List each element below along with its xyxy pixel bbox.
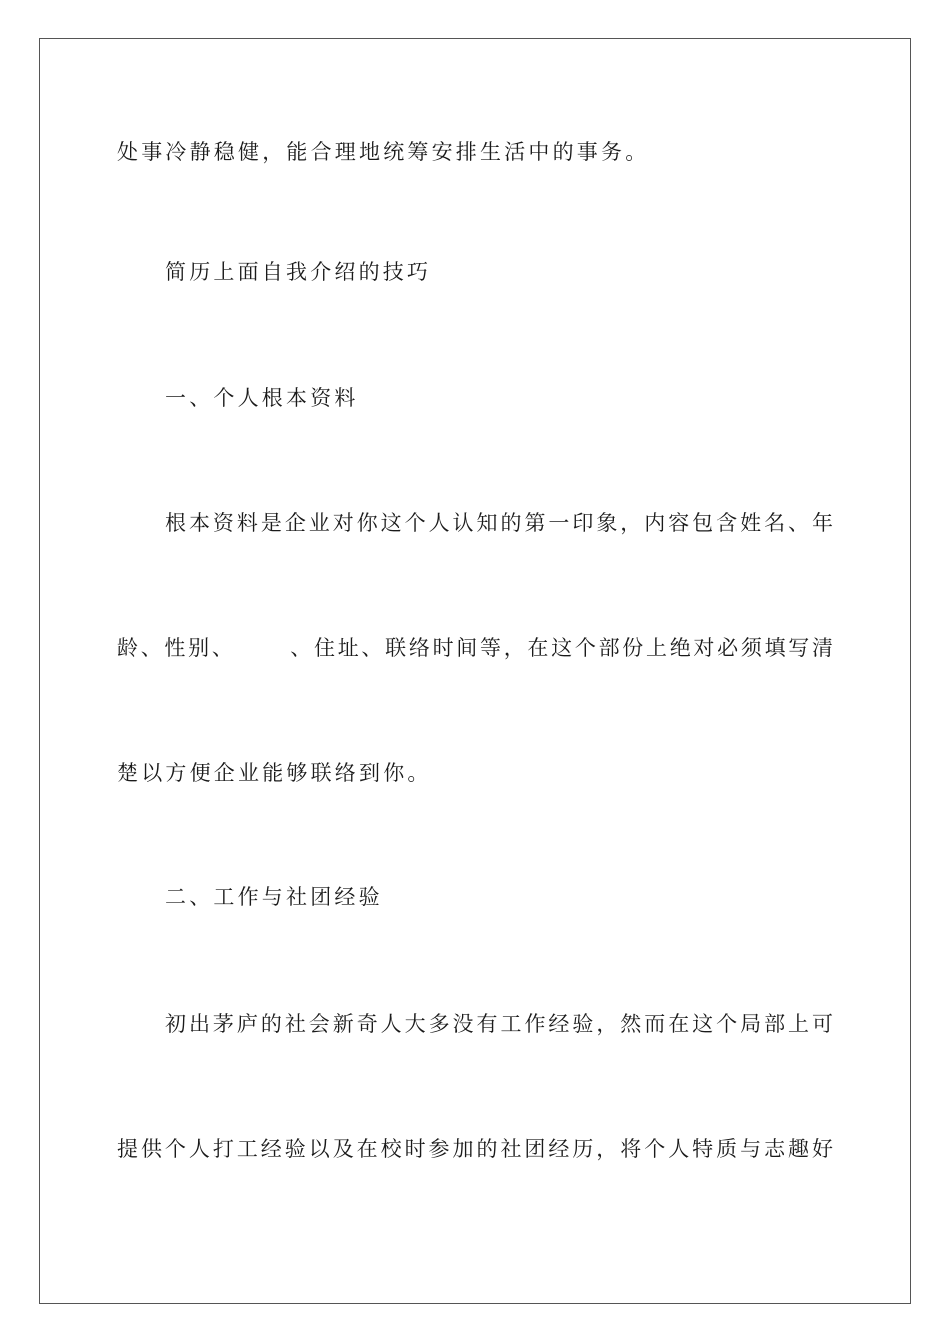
paragraph-line-basic-info-2 xyxy=(117,634,833,662)
text-fragment-gender: 龄、性别、 xyxy=(117,636,236,660)
paragraph-line-work-2: 提供个人打工经验以及在校时参加的社团经历，将个人特质与志趣好 xyxy=(117,1137,833,1161)
text-fragment-address: 、住址、联络时间等，在这个部份上绝对必须填写清 xyxy=(287,636,834,660)
page-frame xyxy=(39,38,911,1304)
paragraph-line-basic-info-3: 楚以方便企业能够联络到你。 xyxy=(117,761,432,785)
paragraph-line-basic-info-1: 根本资料是企业对你这个人认知的第一印象，内容包含姓名、年 xyxy=(165,511,833,535)
section-heading-basic-info: 一、个人根本资料 xyxy=(165,386,359,410)
section-heading-work-experience: 二、工作与社团经验 xyxy=(165,885,383,909)
paragraph-line-work-1: 初出茅庐的社会新奇人大多没有工作经验，然而在这个局部上可 xyxy=(165,1012,833,1036)
paragraph-line-1: 处事冷静稳健，能合理地统筹安排生活中的事务。 xyxy=(117,140,650,164)
section-heading-intro-tips: 简历上面自我介绍的技巧 xyxy=(165,260,432,284)
